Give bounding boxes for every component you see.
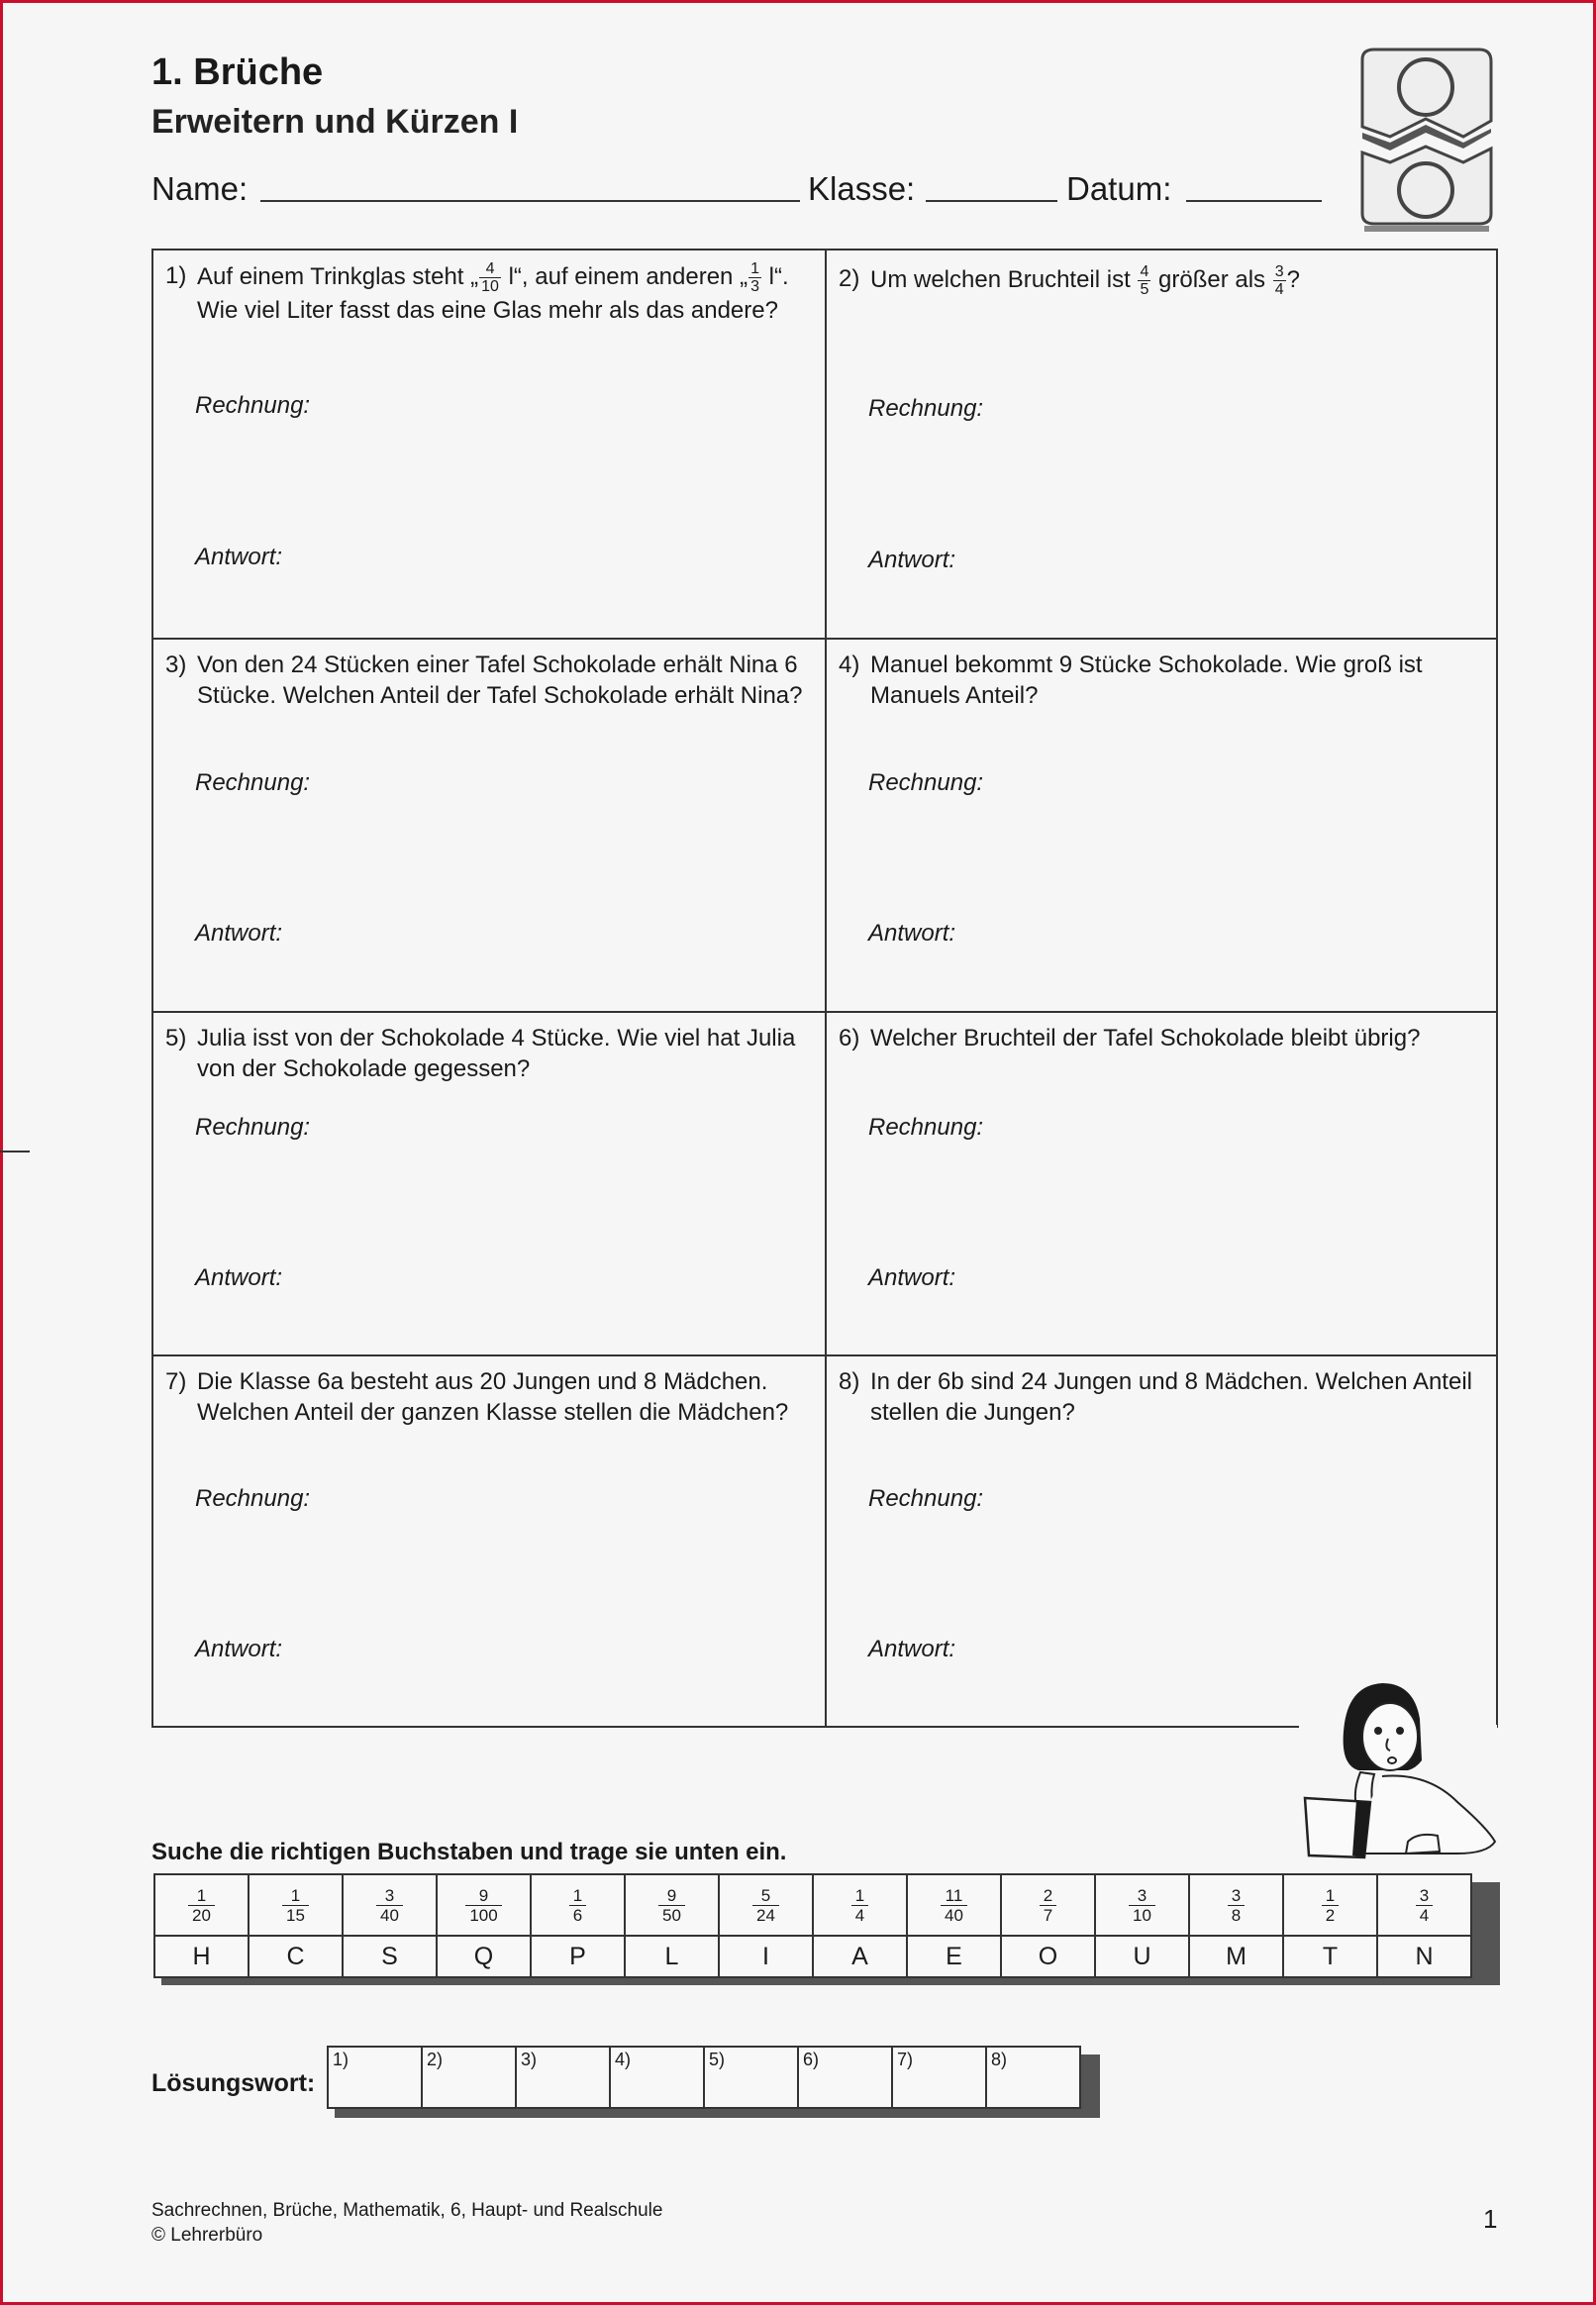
- key-letter-cell: U: [1095, 1936, 1189, 1977]
- letter-key-table: [153, 1873, 1472, 1978]
- task-cell-6: [825, 1011, 1496, 1354]
- fraction: [1322, 1886, 1339, 1925]
- numerator: 4: [1140, 263, 1149, 280]
- key-letter-cell: I: [719, 1936, 813, 1977]
- numerator: 3: [1129, 1886, 1155, 1906]
- solution-box[interactable]: 4): [609, 2046, 705, 2109]
- antwort-label: Antwort:: [868, 920, 956, 947]
- task-cell-8: [825, 1354, 1496, 1726]
- task-number: 1): [165, 262, 187, 289]
- task-question: [165, 1366, 811, 1428]
- name-field[interactable]: [260, 200, 800, 202]
- key-letter-cell: A: [813, 1936, 907, 1977]
- key-fraction-cell: [249, 1874, 343, 1936]
- rechnung-label: Rechnung:: [868, 1485, 984, 1512]
- denominator: 8: [1231, 1905, 1242, 1925]
- numerator: 9: [658, 1886, 685, 1906]
- numerator: 1: [282, 1886, 309, 1906]
- key-fraction-cell: [719, 1874, 813, 1936]
- task-text: l“, auf einem anderen „: [501, 262, 748, 290]
- key-fraction-cell: [625, 1874, 719, 1936]
- key-fraction-cell: [1001, 1874, 1095, 1936]
- rechnung-label: Rechnung:: [195, 1114, 311, 1141]
- key-fraction-cell: [531, 1874, 625, 1936]
- task-number: 3): [165, 651, 187, 678]
- denominator: 7: [1043, 1905, 1053, 1925]
- task-text: l“. Wie viel Liter fasst das eine Glas mehr als das andere?: [197, 262, 789, 324]
- denominator: 24: [756, 1905, 775, 1925]
- numerator: 1: [188, 1886, 215, 1906]
- key-letter-cell: L: [625, 1936, 719, 1977]
- task-cell-5: [153, 1011, 825, 1354]
- task-question: [165, 650, 811, 711]
- key-letter-cell: P: [531, 1936, 625, 1977]
- numerator: 1: [569, 1886, 586, 1906]
- key-letters-row: [154, 1936, 1471, 1977]
- task-cell-1: [153, 251, 825, 638]
- fraction: [465, 1886, 501, 1925]
- denominator: 4: [1274, 281, 1284, 298]
- key-fraction-cell: [437, 1874, 531, 1936]
- denominator: 3: [750, 278, 759, 295]
- task-text: In der 6b sind 24 Jungen und 8 Mädchen. Welchen Anteil stellen die Jungen?: [870, 1368, 1472, 1426]
- task-question: [839, 1023, 1482, 1053]
- antwort-label: Antwort:: [868, 1636, 956, 1662]
- task-text: größer als: [1151, 265, 1272, 293]
- numerator: 9: [465, 1886, 501, 1906]
- name-class-date-row: [151, 170, 1330, 214]
- date-label: Datum:: [1066, 170, 1172, 207]
- task-cell-7: [153, 1354, 825, 1726]
- fraction: [1416, 1886, 1433, 1925]
- solution-box[interactable]: 8): [985, 2046, 1081, 2109]
- denominator: 15: [286, 1905, 305, 1925]
- class-field[interactable]: [926, 200, 1057, 202]
- fraction: [851, 1886, 868, 1925]
- numerator: 3: [1274, 263, 1284, 280]
- fraction: [752, 1886, 779, 1925]
- key-letter-cell: C: [249, 1936, 343, 1977]
- task-text: Welcher Bruchteil der Tafel Schokolade bleibt übrig?: [870, 1025, 1421, 1052]
- denominator: 5: [1140, 281, 1149, 298]
- date-field[interactable]: [1186, 200, 1322, 202]
- solution-box[interactable]: 2): [421, 2046, 517, 2109]
- fraction: [376, 1886, 403, 1925]
- numerator: 3: [376, 1886, 403, 1906]
- task-text: Manuel bekommt 9 Stücke Schokolade. Wie groß ist Manuels Anteil?: [870, 651, 1423, 709]
- key-letter-cell: E: [907, 1936, 1001, 1977]
- rechnung-label: Rechnung:: [868, 395, 984, 422]
- antwort-label: Antwort:: [868, 547, 956, 573]
- denominator: 10: [1133, 1905, 1151, 1925]
- fraction: [569, 1886, 586, 1925]
- denominator: 6: [572, 1905, 583, 1925]
- fraction: [941, 1886, 967, 1925]
- class-label: Klasse:: [808, 170, 916, 207]
- rechnung-label: Rechnung:: [868, 1114, 984, 1141]
- key-fraction-cell: [1189, 1874, 1283, 1936]
- task-question: [839, 1366, 1482, 1428]
- key-fraction-cell: [813, 1874, 907, 1936]
- antwort-label: Antwort:: [195, 920, 283, 947]
- denominator: 40: [380, 1905, 399, 1925]
- name-label: Name:: [151, 170, 249, 207]
- footer: [151, 2198, 662, 2248]
- solution-word-label: Lösungswort:: [151, 2069, 316, 2097]
- denominator: 10: [481, 278, 499, 295]
- fraction: [1273, 263, 1286, 298]
- task-text: Die Klasse 6a besteht aus 20 Jungen und 8 Mädchen. Welchen Anteil der ganzen Klasse stellen die Mädchen?: [197, 1368, 789, 1426]
- denominator: 40: [945, 1905, 963, 1925]
- key-fraction-cell: [1377, 1874, 1471, 1936]
- key-letter-cell: T: [1283, 1936, 1377, 1977]
- numerator: 4: [479, 260, 501, 278]
- key-letter-cell: N: [1377, 1936, 1471, 1977]
- antwort-label: Antwort:: [195, 1636, 283, 1662]
- fraction: [748, 260, 761, 295]
- denominator: 4: [854, 1905, 865, 1925]
- key-fraction-cell: [907, 1874, 1001, 1936]
- key-fraction-cell: [1095, 1874, 1189, 1936]
- numerator: 1: [1322, 1886, 1339, 1906]
- antwort-label: Antwort:: [868, 1264, 956, 1291]
- task-number: 4): [839, 651, 860, 678]
- antwort-label: Antwort:: [195, 544, 283, 570]
- numerator: 1: [851, 1886, 868, 1906]
- fraction: [658, 1886, 685, 1925]
- task-text: Julia isst von der Schokolade 4 Stücke. Wie viel hat Julia von der Schokolade gegessen?: [197, 1025, 796, 1082]
- footer-source: Sachrechnen, Brüche, Mathematik, 6, Haupt- und Realschule: [151, 2200, 663, 2221]
- numerator: 3: [1228, 1886, 1245, 1906]
- solution-box[interactable]: 6): [797, 2046, 893, 2109]
- denominator: 100: [469, 1905, 498, 1925]
- fraction: [479, 260, 501, 295]
- page-title: 1. Brüche: [151, 51, 324, 93]
- task-grid: [151, 249, 1498, 1728]
- task-question: [839, 650, 1482, 711]
- task-text: Auf einem Trinkglas steht „: [197, 262, 479, 290]
- fraction-logo-icon: [1354, 46, 1497, 240]
- fraction: [1138, 263, 1150, 298]
- numerator: 5: [752, 1886, 779, 1906]
- fraction: [188, 1886, 215, 1925]
- task-text: ?: [1286, 265, 1300, 293]
- solution-boxes: [327, 2046, 1081, 2109]
- rechnung-label: Rechnung:: [195, 769, 311, 796]
- task-number: 8): [839, 1368, 860, 1395]
- fraction: [1129, 1886, 1155, 1925]
- solution-box[interactable]: 7): [891, 2046, 987, 2109]
- key-letter-cell: Q: [437, 1936, 531, 1977]
- key-letter-cell: O: [1001, 1936, 1095, 1977]
- solution-box[interactable]: 3): [515, 2046, 611, 2109]
- key-letter-cell: H: [154, 1936, 249, 1977]
- page-subtitle: Erweitern und Kürzen I: [151, 103, 519, 141]
- key-fraction-cell: [343, 1874, 437, 1936]
- rechnung-label: Rechnung:: [868, 769, 984, 796]
- thinking-girl-illustration: [1299, 1673, 1497, 1863]
- key-letter-cell: S: [343, 1936, 437, 1977]
- task-cell-2: [825, 251, 1496, 638]
- task-text: Um welchen Bruchteil ist: [870, 265, 1138, 293]
- fraction: [282, 1886, 309, 1925]
- denominator: 4: [1419, 1905, 1430, 1925]
- task-question: [165, 260, 811, 326]
- fraction: [1040, 1886, 1056, 1925]
- task-text: Von den 24 Stücken einer Tafel Schokolade erhält Nina 6 Stücke. Welchen Anteil der Tafel Schokolade erhält Nina?: [197, 651, 803, 709]
- solution-box[interactable]: 5): [703, 2046, 799, 2109]
- key-fraction-cell: [1283, 1874, 1377, 1936]
- numerator: 11: [941, 1886, 967, 1906]
- task-cell-4: [825, 638, 1496, 1011]
- key-letter-cell: M: [1189, 1936, 1283, 1977]
- numerator: 1: [750, 260, 759, 277]
- rechnung-label: Rechnung:: [195, 392, 311, 419]
- instruction-text: Suche die richtigen Buchstaben und trage sie unten ein.: [151, 1839, 787, 1865]
- key-fractions-row: [154, 1874, 1471, 1936]
- page-number: 1: [1483, 2204, 1498, 2234]
- task-number: 2): [839, 265, 860, 292]
- task-number: 7): [165, 1368, 187, 1395]
- fraction: [1228, 1886, 1245, 1925]
- denominator: 20: [192, 1905, 211, 1925]
- denominator: 2: [1325, 1905, 1336, 1925]
- margin-mark: [0, 1151, 30, 1152]
- solution-box[interactable]: 1): [327, 2046, 423, 2109]
- rechnung-label: Rechnung:: [195, 1485, 311, 1512]
- denominator: 50: [662, 1905, 681, 1925]
- task-cell-3: [153, 638, 825, 1011]
- task-number: 5): [165, 1025, 187, 1052]
- task-question: [165, 1023, 811, 1084]
- numerator: 2: [1040, 1886, 1056, 1906]
- antwort-label: Antwort:: [195, 1264, 283, 1291]
- task-question: [839, 263, 1482, 298]
- key-fraction-cell: [154, 1874, 249, 1936]
- numerator: 3: [1416, 1886, 1433, 1906]
- footer-copyright: © Lehrerbüro: [151, 2225, 263, 2246]
- task-number: 6): [839, 1025, 860, 1052]
